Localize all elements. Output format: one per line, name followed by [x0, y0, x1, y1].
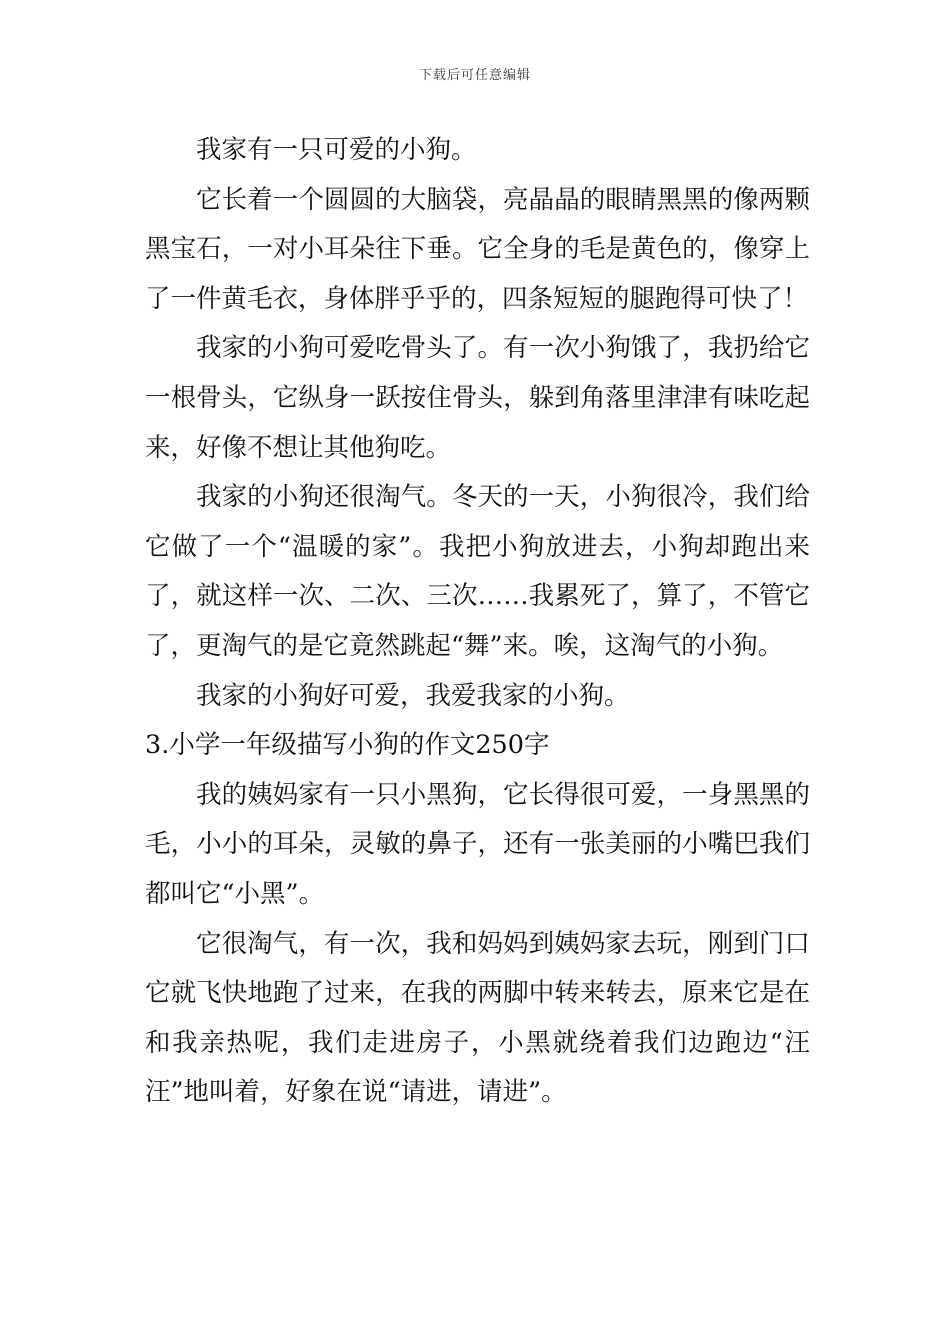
paragraph-appearance: 它长着一个圆圆的大脑袋，亮晶晶的眼睛黑黑的像两颗黑宝石，一对小耳朵往下垂。它全身的毛是黄色的，像穿上了一件黄毛衣，身体胖乎乎的，四条短短的腿跑得可快了！: [145, 184, 810, 314]
paragraph-conclusion: 我家的小狗好可爱，我爱我家的小狗。: [196, 680, 630, 711]
page-header: 下载后可任意编辑: [418, 68, 531, 83]
section-heading: 3.小学一年级描写小狗的作文250字: [145, 730, 550, 761]
paragraph-naughty: 我家的小狗还很淘气。冬天的一天，小狗很冷，我们给它做了一个“温暖的家”。我把小狗放进去，小狗却跑出来了，就这样一次、二次、三次……我累死了，算了，不管它了，更淘气的是它竟然跳起“舞”来。唉，这淘气的小狗。: [145, 482, 810, 661]
paragraph-bone: 我家的小狗可爱吃骨头了。有一次小狗饿了，我扔给它一根骨头，它纵身一跃按住骨头，躲到角落里津津有味吃起来，好像不想让其他狗吃。: [145, 333, 810, 463]
paragraph-xiaohei-intro: 我的姨妈家有一只小黑狗，它长得很可爱，一身黑黑的毛，小小的耳朵，灵敏的鼻子，还有一张美丽的小嘴巴我们都叫它“小黑”。: [145, 779, 810, 909]
paragraph-intro: 我家有一只可爱的小狗。: [196, 135, 477, 165]
document-body: [145, 126, 810, 1118]
paragraph-xiaohei-naughty: 它很淘气，有一次，我和妈妈到姨妈家去玩，刚到门口它就飞快地跑了过来，在我的两脚中转来转去，原来它是在和我亲热呢，我们走进房子，小黑就绕着我们边跑边“汪汪”地叫着，好象在说“请进，请进”。: [145, 928, 810, 1108]
